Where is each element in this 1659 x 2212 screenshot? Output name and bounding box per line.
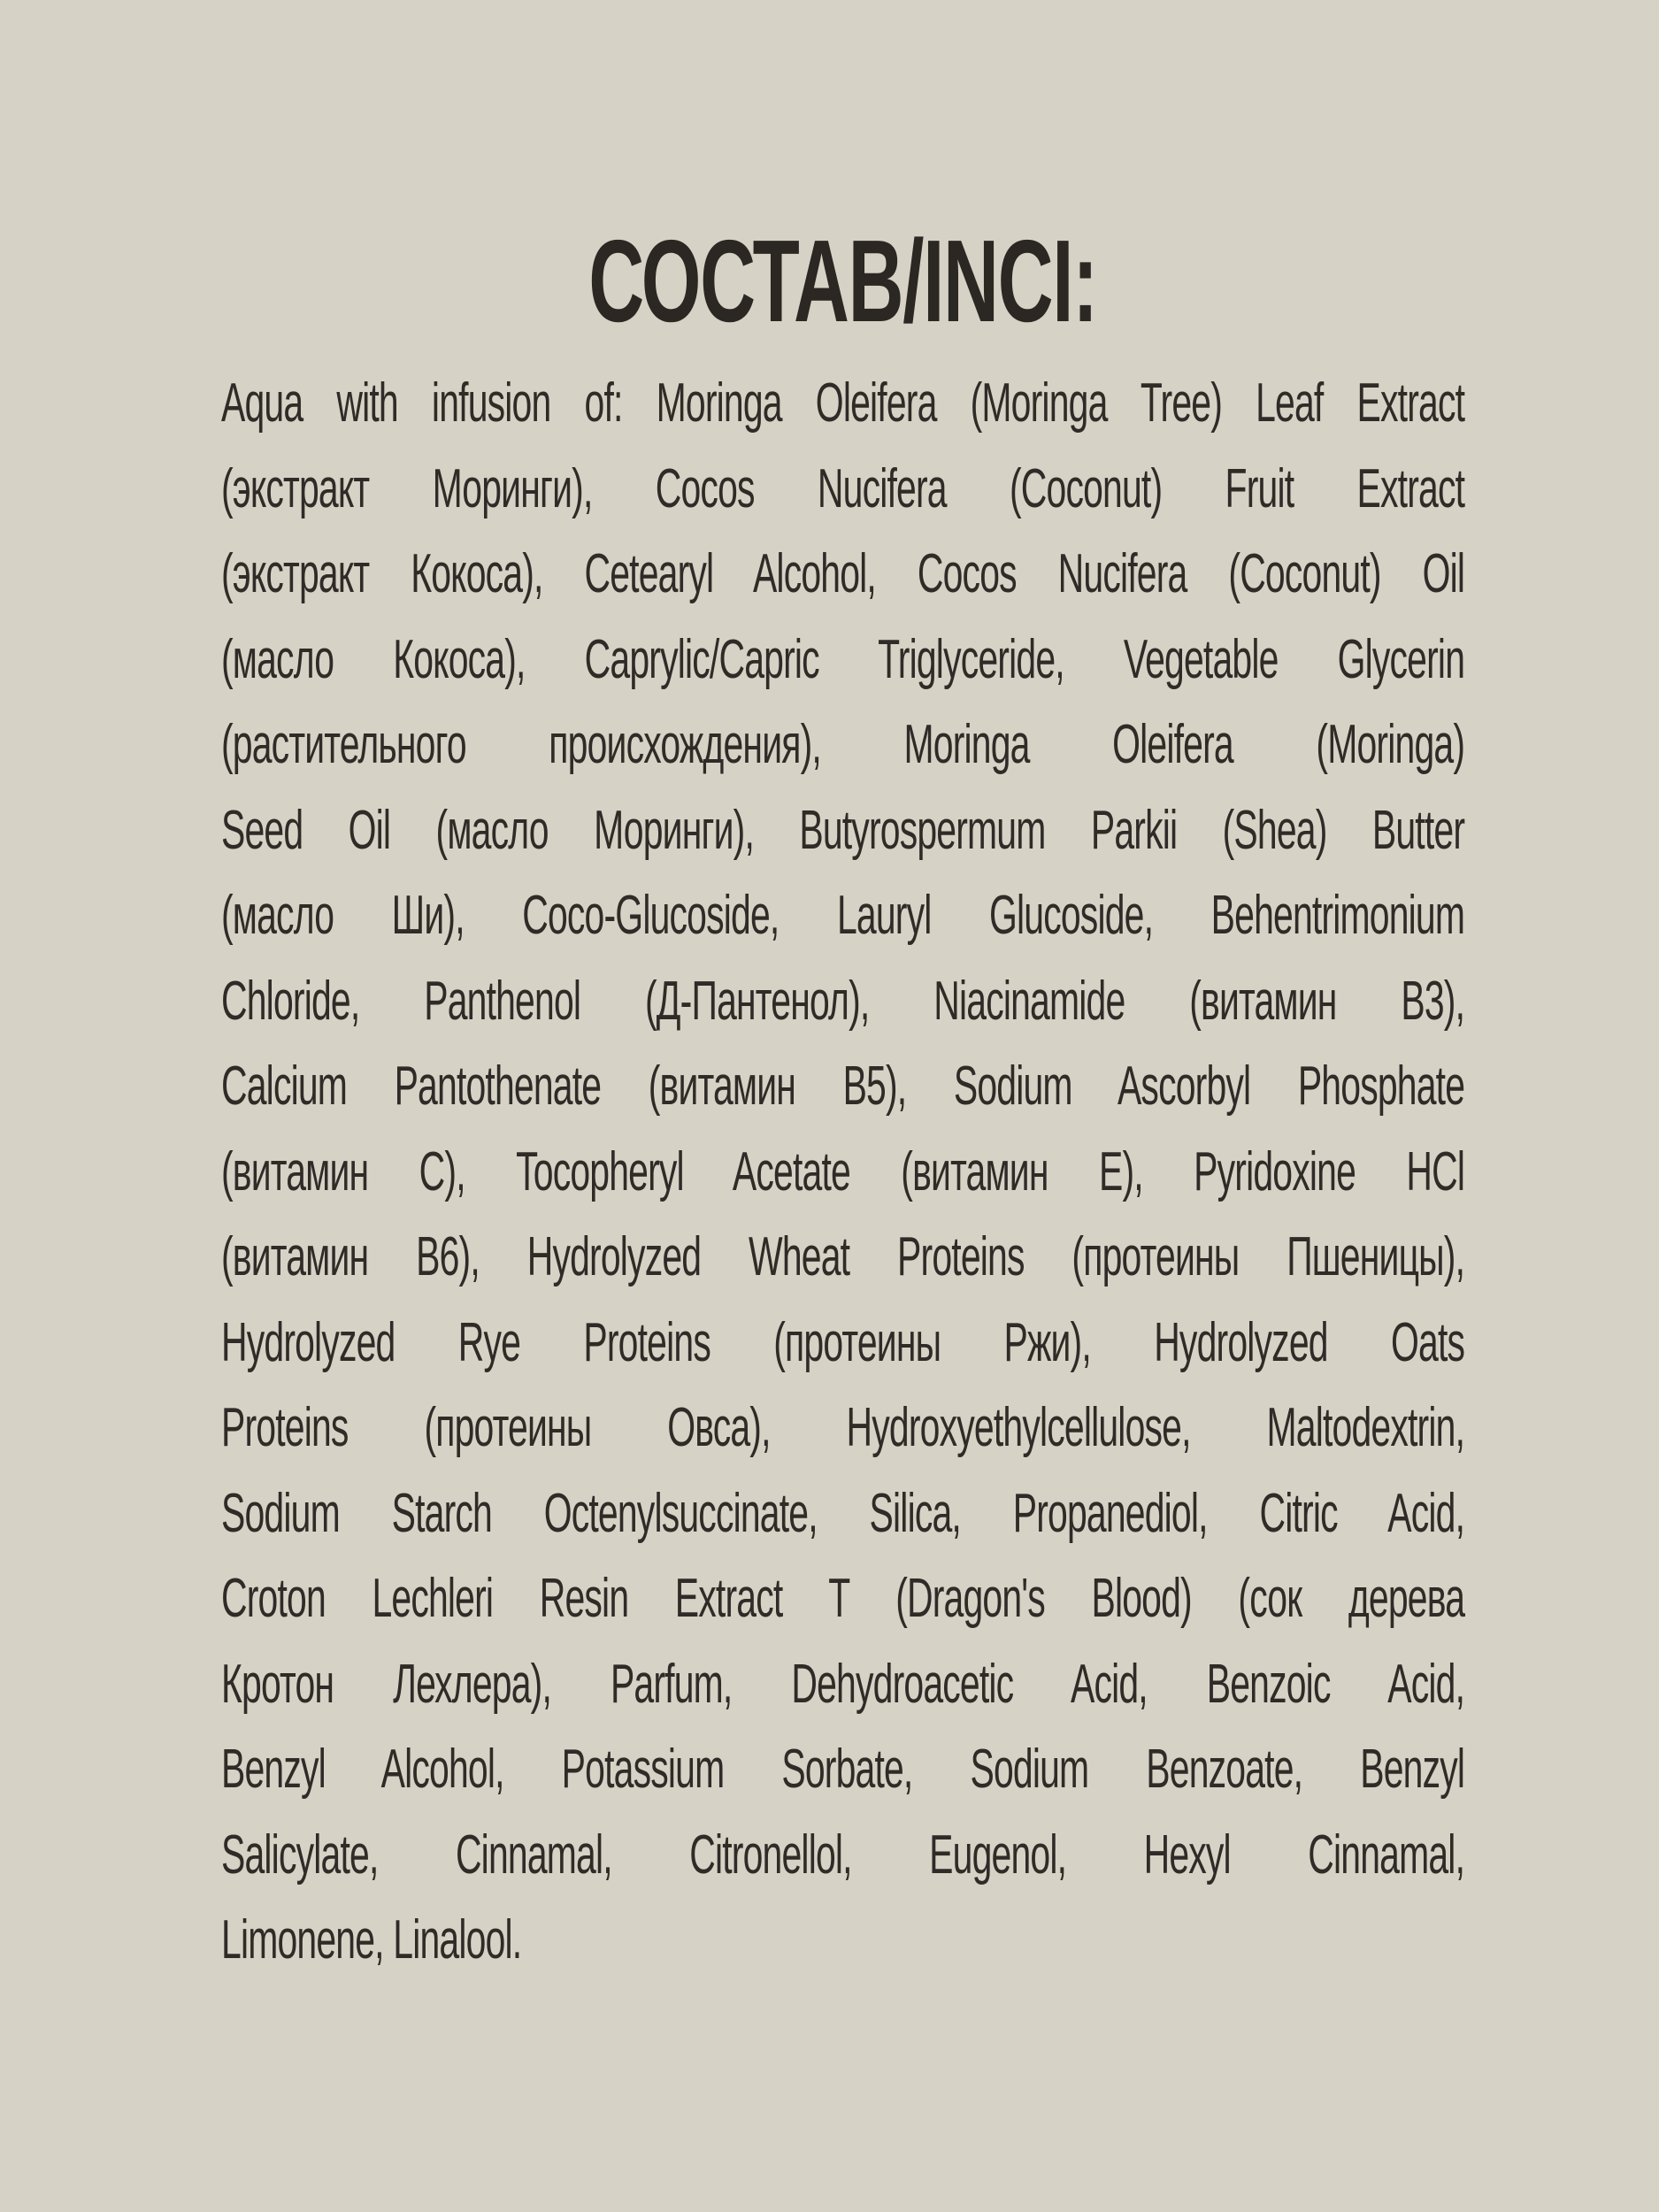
- ingredients-line: Кротон Лехлера), Parfum, Dehydroacetic Acid, Benzoic Acid,: [221, 1653, 1465, 1715]
- ingredients-line: Seed Oil (масло Моринги), Butyrospermum Parkii (Shea) Butter: [221, 799, 1465, 861]
- title-wrap: [221, 216, 1464, 346]
- ingredients-line: Benzyl Alcohol, Potassium Sorbate, Sodium Benzoate, Benzyl: [221, 1739, 1465, 1800]
- ingredients-line: Sodium Starch Octenylsuccinate, Silica, Propanediol, Citric Acid,: [221, 1482, 1465, 1544]
- ingredients-line: (масло Кокоса), Caprylic/Capric Triglyceride, Vegetable Glycerin: [221, 628, 1465, 690]
- ingredients-line: (масло Ши), Coco-Glucoside, Lauryl Glucoside, Behentrimonium: [221, 885, 1465, 946]
- ingredients-paragraph: [221, 361, 1464, 1984]
- ingredients-line: Calcium Pantothenate (витамин B5), Sodium Ascorbyl Phosphate: [221, 1056, 1465, 1117]
- ingredients-line: Proteins (протеины Овса), Hydroxyethylcellulose, Maltodextrin,: [221, 1397, 1465, 1458]
- ingredients-line: Salicylate, Cinnamal, Citronellol, Eugenol, Hexyl Cinnamal,: [221, 1824, 1465, 1886]
- ingredients-line: (витамин B6), Hydrolyzed Wheat Proteins (протеины Пшеницы),: [221, 1226, 1465, 1287]
- ingredients-line: Aqua with infusion of: Moringa Oleifera (Moringa Tree) Leaf Extract: [221, 373, 1465, 434]
- ingredients-line: (растительного происхождения), Moringa Oleifera (Moringa): [221, 714, 1465, 775]
- ingredients-line: Chloride, Panthenol (Д-Пантенол), Niacinamide (витамин B3),: [221, 970, 1465, 1032]
- ingredients-line: (экстракт Кокоса), Cetearyl Alcohol, Cocos Nucifera (Coconut) Oil: [221, 543, 1465, 604]
- ingredients-title: СОСТАВ/INCI:: [588, 216, 1097, 346]
- ingredients-line: Limonene, Linalool.: [221, 1909, 522, 1970]
- ingredients-line: Croton Lechleri Resin Extract T (Dragon's Blood) (сок дерева: [221, 1568, 1465, 1629]
- ingredients-line: Hydrolyzed Rye Proteins (протеины Ржи), Hydrolyzed Oats: [221, 1311, 1465, 1373]
- ingredients-line: (витамин C), Tocopheryl Acetate (витамин E), Pyridoxine HCl: [221, 1141, 1465, 1202]
- ingredients-line: (экстракт Моринги), Cocos Nucifera (Coconut) Fruit Extract: [221, 457, 1465, 519]
